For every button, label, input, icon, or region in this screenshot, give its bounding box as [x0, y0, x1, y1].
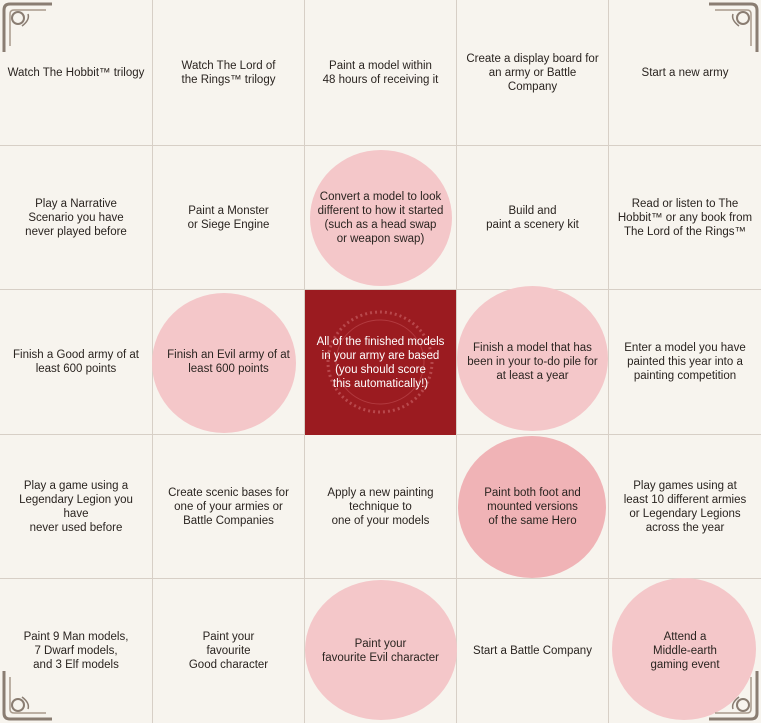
cell-label: Apply a new painting technique to one of your models	[327, 486, 434, 527]
bingo-cell-highlighted[interactable]	[457, 290, 608, 434]
cell-label: Paint both foot and mounted versions of the same Hero	[484, 486, 581, 527]
bingo-cell[interactable]	[0, 435, 152, 578]
bingo-cell[interactable]	[457, 579, 608, 723]
cell-label: Paint 9 Man models, 7 Dwarf models, and 3 Elf models	[23, 631, 129, 671]
bingo-cell-highlighted[interactable]	[305, 146, 456, 289]
cell-label: Attend a Middle-earth gaming event	[650, 631, 720, 671]
cell-label: Start a new army	[641, 66, 729, 79]
cell-label: Paint your favourite Evil character	[322, 638, 439, 664]
cell-label: Enter a model you have painted this year into a painting competition	[624, 342, 746, 382]
free-space-cell[interactable]	[305, 290, 456, 435]
cell-label: Build and paint a scenery kit	[486, 204, 579, 231]
cell-label: Watch The Lord of the Rings™ trilogy	[181, 59, 276, 86]
bingo-cell-highlighted[interactable]	[153, 290, 304, 434]
cell-label: Create a display board for an army or Battle Company	[466, 52, 599, 93]
cell-label: Finish an Evil army of at least 600 points	[167, 349, 290, 375]
cell-label: Play a game using a Legendary Legion you have never used before	[19, 479, 133, 534]
cell-label: Watch The Hobbit™ trilogy	[7, 66, 145, 79]
ornament-corner-icon	[705, 667, 761, 723]
bingo-cell[interactable]	[457, 0, 608, 145]
bingo-cell[interactable]	[305, 435, 456, 578]
cell-label: Finish a model that has been in your to-do pile for at least a year	[467, 342, 598, 382]
cell-label: All of the finished models in your army are based (you should score this automatically!)	[316, 335, 445, 390]
bingo-cell[interactable]	[609, 146, 761, 289]
cell-label: Read or listen to The Hobbit™ or any book from The Lord of the Rings™	[617, 197, 753, 238]
bingo-cell[interactable]	[609, 435, 761, 578]
cell-label: Start a Battle Company	[473, 645, 592, 657]
ornament-corner-icon	[705, 0, 761, 56]
cell-label: Play a Narrative Scenario you have never played before	[25, 197, 127, 238]
bingo-cell-highlighted[interactable]	[305, 579, 456, 723]
ornament-corner-icon	[0, 667, 56, 723]
cell-label: Paint your favourite Good character	[188, 631, 269, 671]
bingo-cell[interactable]	[0, 290, 152, 434]
cell-label: Paint a model within 48 hours of receiving it	[322, 59, 439, 86]
cell-label: Paint a Monster or Siege Engine	[187, 204, 270, 231]
cell-label: Finish a Good army of at least 600 points	[13, 349, 139, 375]
bingo-cell[interactable]	[457, 146, 608, 289]
bingo-cell[interactable]	[153, 146, 304, 289]
bingo-cell[interactable]	[153, 579, 304, 723]
ornament-corner-icon	[0, 0, 56, 56]
cell-label: Convert a model to look different to how it started (such as a head swap or weapon swap)	[317, 190, 444, 245]
cell-label: Create scenic bases for one of your armies or Battle Companies	[168, 486, 289, 527]
bingo-cell[interactable]	[305, 0, 456, 145]
cell-label: Play games using at least 10 different armies or Legendary Legions across the year	[623, 479, 747, 534]
bingo-cell-highlighted[interactable]	[457, 435, 608, 578]
bingo-cell[interactable]	[153, 435, 304, 578]
bingo-cell[interactable]	[153, 0, 304, 145]
bingo-cell[interactable]	[0, 146, 152, 289]
bingo-cell[interactable]	[609, 290, 761, 434]
